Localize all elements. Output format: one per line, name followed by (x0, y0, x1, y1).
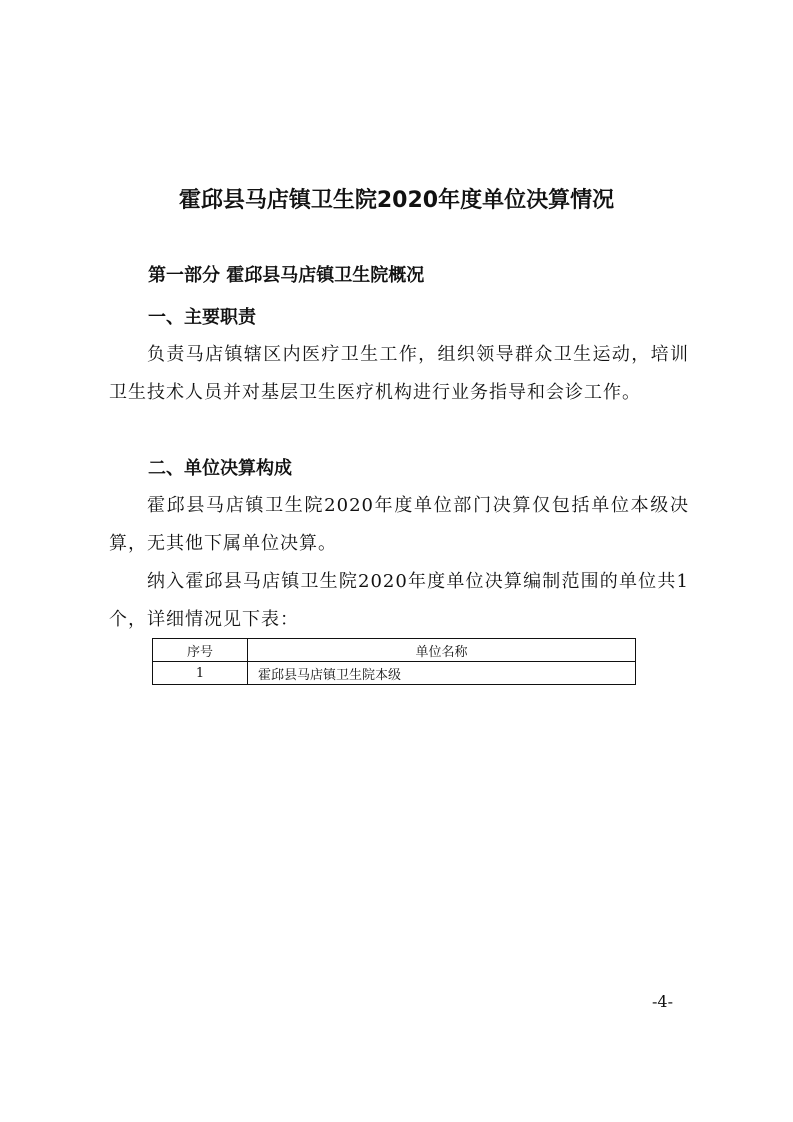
table-header-unit-name: 单位名称 (248, 639, 636, 662)
section1-heading: 一、主要职责 (148, 307, 256, 328)
part-heading: 第一部分 霍邱县马店镇卫生院概况 (148, 265, 425, 286)
page-number: -4- (652, 992, 673, 1011)
section2-paragraph-1: 霍邱县马店镇卫生院2020年度单位部门决算仅包括单位本级决算，无其他下属单位决算。 (109, 495, 689, 554)
unit-table (152, 638, 636, 685)
table-header-row (153, 639, 636, 662)
table-row (153, 662, 636, 685)
section2-heading: 二、单位决算构成 (148, 458, 292, 479)
table-header-seq: 序号 (153, 639, 248, 662)
table-cell-unit-name: 霍邱县马店镇卫生院本级 (248, 662, 636, 685)
document-title: 霍邱县马店镇卫生院2020年度单位决算情况 (178, 188, 615, 213)
table-cell-seq: 1 (153, 662, 248, 685)
section1-paragraph: 负责马店镇辖区内医疗卫生工作，组织领导群众卫生运动，培训卫生技术人员并对基层卫生医疗机构进行业务指导和会诊工作。 (109, 344, 689, 403)
section2-paragraph-2: 纳入霍邱县马店镇卫生院2020年度单位决算编制范围的单位共1个，详细情况见下表： (109, 571, 689, 630)
